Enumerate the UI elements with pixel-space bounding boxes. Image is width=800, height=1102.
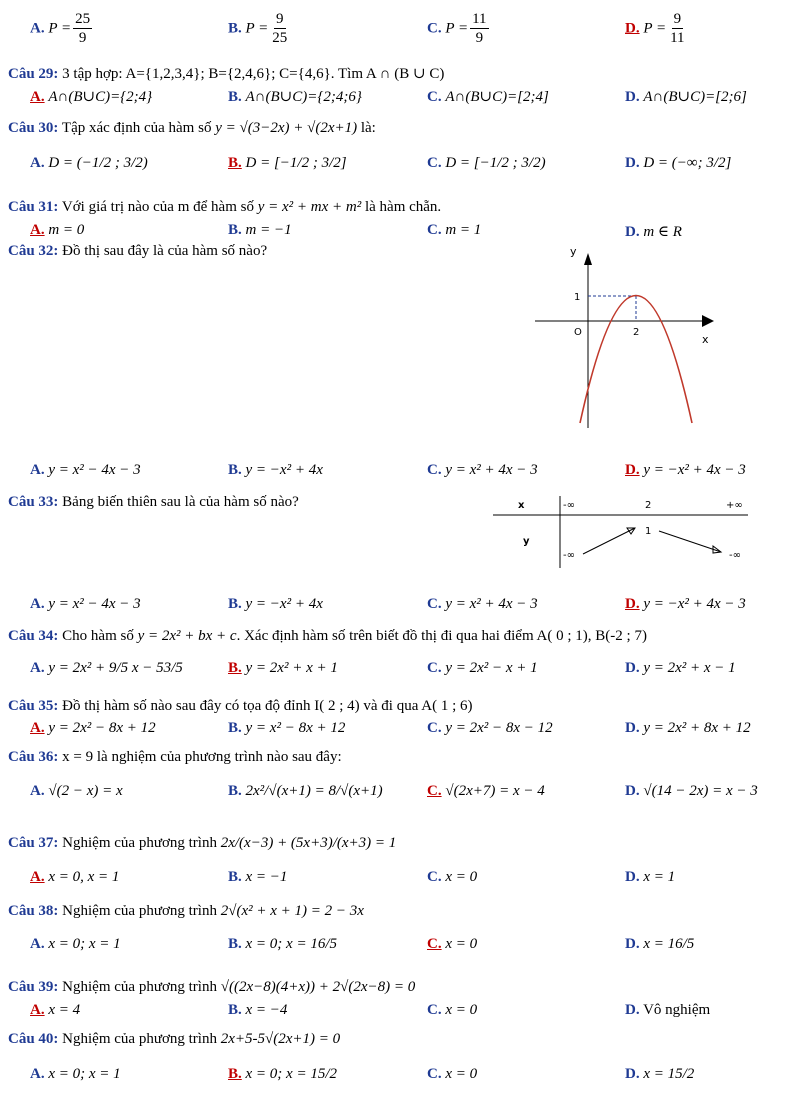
- table-x-minus-inf: -∞: [563, 500, 575, 511]
- option-value: y = −x² + 4x: [245, 462, 323, 478]
- q37-stem: [8, 835, 396, 852]
- numerator: 9: [276, 11, 284, 27]
- option-label: B.: [228, 89, 242, 105]
- q38-option-a: [30, 936, 121, 953]
- table-x-2: 2: [645, 500, 652, 511]
- option-label-correct: C.: [427, 783, 442, 799]
- q38-option-b: [228, 936, 337, 953]
- variation-table: [493, 496, 753, 571]
- option-value: A∩(B∪C)=[2;6]: [643, 89, 747, 105]
- option-value: x = 0: [445, 869, 478, 885]
- q33-option-a: [30, 596, 141, 613]
- function-expression: y = √(3−2x) + √(2x+1): [215, 120, 358, 136]
- question-tail: . Xác định hàm số trên biết đồ thị đi qua hai điểm A( 0 ; 1), B(-2 ; 7): [236, 628, 647, 644]
- option-value: x = 0: [445, 936, 478, 952]
- option-value: y = 2x² − x + 1: [445, 660, 538, 676]
- option-value: y = 2x² + 9/5 x − 53/5: [48, 660, 183, 676]
- equation: 2x+5-5√(2x+1) = 0: [220, 1031, 341, 1047]
- question-text: x = 9 là nghiệm của phương trình nào sau đây:: [62, 749, 342, 765]
- question-text: Nghiệm của phương trình: [62, 979, 217, 995]
- option-value: y = 2x² + 8x + 12: [643, 720, 751, 736]
- option-value: x = 0; x = 15/2: [245, 1066, 337, 1082]
- q30-option-b: [228, 155, 347, 172]
- q35-stem: [8, 698, 473, 715]
- option-value: y = −x² + 4x: [245, 596, 323, 612]
- q32-stem: [8, 243, 267, 260]
- option-value: y = 2x² − 8x + 12: [48, 720, 156, 736]
- option-label-correct: B.: [228, 660, 242, 676]
- option-value: m = −1: [245, 222, 292, 238]
- question-text: Nghiệm của phương trình: [62, 903, 217, 919]
- option-value: √(2 − x) = x: [48, 783, 123, 799]
- q35-option-b: [228, 720, 345, 737]
- option-value: m ∈ R: [643, 224, 682, 240]
- equation: 2√(x² + x + 1) = 2 − 3x: [220, 903, 364, 919]
- q39-option-a: [30, 1002, 80, 1019]
- q39-option-b: [228, 1002, 287, 1019]
- option-value: x = 0; x = 1: [48, 1066, 121, 1082]
- x-axis-arrow: [702, 315, 714, 327]
- option-value: x = 0: [445, 1002, 478, 1018]
- question-number: Câu 38:: [8, 903, 59, 919]
- function-expression: y = 2x² + bx + c: [137, 628, 237, 644]
- q31-stem: [8, 199, 441, 216]
- q32-option-b: [228, 462, 323, 479]
- option-label: C.: [427, 155, 442, 171]
- option-label: B.: [228, 783, 242, 799]
- option-label-correct: C.: [427, 936, 442, 952]
- option-label: A.: [30, 660, 45, 676]
- y-axis-arrow: [584, 253, 592, 265]
- q39-option-c: [427, 1002, 477, 1019]
- option-label: C.: [427, 660, 442, 676]
- numerator: 9: [673, 11, 682, 27]
- option-label: B.: [228, 596, 242, 612]
- option-label-correct: B.: [228, 1066, 242, 1082]
- question-text: Bảng biến thiên sau là của hàm số nào?: [62, 494, 299, 510]
- option-value: x = 16/5: [643, 936, 695, 952]
- option-value: x = 15/2: [643, 1066, 695, 1082]
- option-value: x = 0, x = 1: [48, 869, 120, 885]
- option-label: B.: [228, 222, 242, 238]
- q30-option-d: [625, 155, 731, 172]
- graph-label-x: x: [702, 333, 709, 346]
- increase-arrow: [583, 528, 635, 554]
- option-label: C.: [427, 462, 442, 478]
- q28-option-a: [30, 12, 94, 46]
- q34-option-c: [427, 660, 538, 677]
- question-text: Tập xác định của hàm số: [61, 120, 212, 136]
- option-label: A.: [30, 155, 45, 171]
- table-y-left: -∞: [563, 550, 575, 561]
- q30-option-a: [30, 155, 148, 172]
- q39-stem: [8, 979, 415, 996]
- function-expression: y = x² + mx + m²: [257, 199, 362, 215]
- q34-option-b: [228, 660, 338, 677]
- table-label-x: x: [518, 500, 525, 511]
- q40-option-a: [30, 1066, 121, 1083]
- parabola-curve: [580, 296, 692, 424]
- option-value: x = 1: [643, 869, 676, 885]
- option-label: C.: [427, 89, 442, 105]
- option-value: m = 1: [445, 222, 482, 238]
- graph-tick-2: 2: [633, 327, 640, 338]
- q36-stem: [8, 749, 342, 766]
- q30-stem: [8, 120, 376, 137]
- option-label: D.: [625, 1066, 640, 1082]
- option-label: D.: [625, 660, 640, 676]
- option-label: B.: [228, 1002, 242, 1018]
- q37-option-a: [30, 869, 119, 886]
- question-tail: là:: [360, 120, 376, 136]
- option-label: C.: [427, 1002, 442, 1018]
- option-label-correct: D.: [625, 462, 640, 478]
- option-value: Vô nghiệm: [643, 1002, 711, 1018]
- question-text: 3 tập hợp: A={1,2,3,4}; B={2,4,6}; C={4,6}. Tìm A ∩ (B ∪ C): [62, 66, 445, 82]
- q40-stem: [8, 1031, 340, 1048]
- question-number: Câu 30:: [8, 120, 59, 136]
- table-y-max: 1: [645, 526, 652, 537]
- option-label-correct: A.: [30, 89, 45, 105]
- fraction: [668, 12, 686, 46]
- option-value: P =: [245, 20, 269, 37]
- option-label-correct: D.: [625, 596, 640, 612]
- decrease-arrow: [659, 531, 721, 552]
- option-label: D.: [625, 783, 640, 799]
- option-value: y = 2x² − 8x − 12: [445, 720, 553, 736]
- question-number: Câu 35:: [8, 698, 59, 714]
- denominator: 9: [78, 30, 87, 46]
- option-label: B.: [228, 20, 242, 37]
- option-value: A∩(B∪C)={2;4;6}: [245, 89, 362, 105]
- q32-option-a: [30, 462, 141, 479]
- question-text: Nghiệm của phương trình: [62, 1031, 217, 1047]
- option-label: A.: [30, 936, 45, 952]
- option-value: A∩(B∪C)=[2;4]: [445, 89, 549, 105]
- question-text: Đồ thị hàm số nào sau đây có tọa độ đỉnh I( 2 ; 4) và đi qua A( 1 ; 6): [62, 698, 473, 714]
- table-x-plus-inf: +∞: [726, 500, 743, 511]
- q34-option-d: [625, 660, 736, 677]
- q29-option-c: [427, 87, 549, 106]
- option-label: C.: [427, 20, 442, 37]
- q36-option-a: [30, 783, 123, 800]
- option-label-correct: A.: [30, 720, 45, 736]
- option-label: D.: [625, 936, 640, 952]
- numerator: 25: [75, 11, 91, 27]
- parabola-graph: [530, 243, 720, 428]
- question-number: Câu 32:: [8, 243, 59, 259]
- question-number: Câu 39:: [8, 979, 59, 995]
- table-label-y: y: [523, 536, 530, 547]
- q36-option-d: [625, 783, 758, 800]
- option-label: C.: [427, 1066, 442, 1082]
- q39-option-d: [625, 1002, 710, 1019]
- q37-option-c: [427, 869, 477, 886]
- q29-option-b: [228, 87, 362, 106]
- option-value: x = 0: [445, 1066, 478, 1082]
- option-label: C.: [427, 720, 442, 736]
- question-number: Câu 34:: [8, 628, 59, 644]
- option-value: P =: [445, 20, 469, 37]
- q35-option-a: [30, 720, 156, 737]
- question-number: Câu 31:: [8, 199, 59, 215]
- option-label: A.: [30, 783, 45, 799]
- denominator: 11: [670, 30, 685, 46]
- q30-option-c: [427, 155, 546, 172]
- question-text: Với giá trị nào của m để hàm số: [61, 199, 254, 215]
- graph-label-origin: O: [574, 327, 582, 338]
- option-value: y = x² + 4x − 3: [445, 462, 538, 478]
- q35-option-c: [427, 720, 553, 737]
- q36-option-c: [427, 783, 545, 800]
- q28-option-c: [427, 12, 491, 46]
- option-label: A.: [30, 596, 45, 612]
- option-label: D.: [625, 869, 640, 885]
- option-value: y = −x² + 4x − 3: [643, 462, 746, 478]
- equation: 2x/(x−3) + (5x+3)/(x+3) = 1: [220, 835, 397, 851]
- fraction: [73, 12, 92, 46]
- option-value: y = x² − 4x − 3: [48, 462, 141, 478]
- option-value: y = x² − 4x − 3: [48, 596, 141, 612]
- q31-option-d: [625, 222, 682, 241]
- option-label: D.: [625, 89, 640, 105]
- q40-option-b: [228, 1066, 337, 1083]
- graph-tick-1: 1: [574, 292, 581, 303]
- option-value: D = [−1/2 ; 3/2]: [245, 155, 347, 171]
- table-y-right: -∞: [729, 550, 741, 561]
- q38-option-c: [427, 936, 477, 953]
- option-value: x = 4: [48, 1002, 81, 1018]
- graph-label-y: y: [570, 245, 577, 258]
- option-label-correct: A.: [30, 222, 45, 238]
- option-value: √(2x+7) = x − 4: [445, 783, 545, 799]
- option-value: √(14 − 2x) = x − 3: [643, 783, 758, 799]
- option-label-correct: A.: [30, 869, 45, 885]
- q36-option-b: [228, 783, 383, 800]
- q28-option-b: [228, 12, 291, 46]
- option-label: D.: [625, 155, 640, 171]
- option-value: x = 0; x = 1: [48, 936, 121, 952]
- option-label: A.: [30, 462, 45, 478]
- q38-option-d: [625, 936, 694, 953]
- q33-option-d: [625, 596, 746, 613]
- option-value: y = x² − 8x + 12: [245, 720, 346, 736]
- q29-stem: [8, 64, 444, 83]
- denominator: 25: [272, 30, 288, 46]
- option-value: P =: [643, 20, 667, 37]
- option-label: D.: [625, 1002, 640, 1018]
- option-label: D.: [625, 224, 640, 240]
- q33-option-b: [228, 596, 323, 613]
- option-label: B.: [228, 869, 242, 885]
- option-value: y = x² + 4x − 3: [445, 596, 538, 612]
- fraction: [270, 12, 289, 46]
- question-number: Câu 37:: [8, 835, 59, 851]
- option-label: B.: [228, 720, 242, 736]
- q40-option-c: [427, 1066, 477, 1083]
- equation: √((2x−8)(4+x)) + 2√(2x−8) = 0: [220, 979, 416, 995]
- option-value: y = −x² + 4x − 3: [643, 596, 746, 612]
- option-value: y = 2x² + x − 1: [643, 660, 736, 676]
- option-value: y = 2x² + x + 1: [245, 660, 338, 676]
- denominator: 9: [475, 30, 484, 46]
- q35-option-d: [625, 720, 751, 737]
- option-label: A.: [30, 20, 45, 37]
- option-value: P =: [48, 20, 72, 37]
- question-number: Câu 29:: [8, 66, 59, 82]
- q32-option-d: [625, 462, 746, 479]
- question-tail: là hàm chẵn.: [364, 199, 442, 215]
- question-text: Cho hàm số: [62, 628, 134, 644]
- option-value: x = 0; x = 16/5: [245, 936, 337, 952]
- q37-option-b: [228, 869, 287, 886]
- option-label: D.: [625, 720, 640, 736]
- question-text: Đồ thị sau đây là của hàm số nào?: [62, 243, 268, 259]
- numerator: 11: [472, 11, 487, 27]
- option-value: D = [−1/2 ; 3/2): [445, 155, 546, 171]
- option-label: B.: [228, 936, 242, 952]
- q38-stem: [8, 903, 364, 920]
- q29-option-a: [30, 87, 152, 106]
- q33-stem: [8, 494, 299, 511]
- q34-stem: [8, 628, 647, 645]
- option-label-correct: A.: [30, 1002, 45, 1018]
- option-value: x = −1: [245, 869, 288, 885]
- option-label: C.: [427, 222, 442, 238]
- option-value: D = (−1/2 ; 3/2): [48, 155, 148, 171]
- option-label: B.: [228, 462, 242, 478]
- option-label-correct: D.: [625, 20, 640, 37]
- question-number: Câu 40:: [8, 1031, 59, 1047]
- q32-option-c: [427, 462, 538, 479]
- option-value: D = (−∞; 3/2]: [643, 155, 732, 171]
- option-value: x = −4: [245, 1002, 288, 1018]
- q28-option-d: [625, 12, 689, 46]
- q34-option-a: [30, 660, 183, 677]
- option-label: C.: [427, 869, 442, 885]
- option-value: A∩(B∪C)={2;4}: [48, 89, 153, 105]
- option-value: m = 0: [48, 222, 85, 238]
- fraction: [470, 12, 488, 46]
- option-label-correct: B.: [228, 155, 242, 171]
- option-label: A.: [30, 1066, 45, 1082]
- q29-option-d: [625, 87, 747, 106]
- q33-option-c: [427, 596, 538, 613]
- q37-option-d: [625, 869, 675, 886]
- q31-option-b: [228, 222, 292, 239]
- question-number: Câu 36:: [8, 749, 59, 765]
- question-number: Câu 33:: [8, 494, 59, 510]
- question-text: Nghiệm của phương trình: [62, 835, 217, 851]
- q31-option-c: [427, 222, 481, 239]
- q40-option-d: [625, 1066, 694, 1083]
- q31-option-a: [30, 222, 84, 239]
- option-value: 2x²/√(x+1) = 8/√(x+1): [245, 783, 383, 799]
- option-label: C.: [427, 596, 442, 612]
